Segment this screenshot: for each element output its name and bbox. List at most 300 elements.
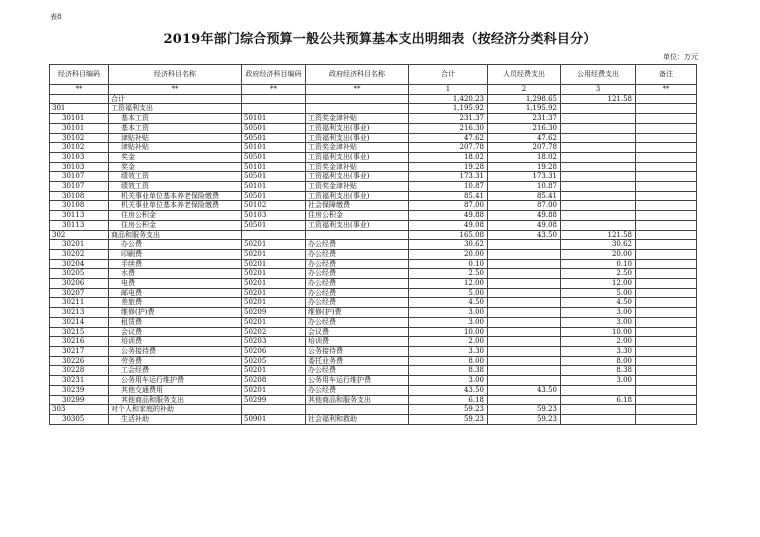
row-total-cell: 0.10 (409, 259, 488, 269)
row-note-cell (636, 317, 697, 327)
row-note-cell (636, 191, 697, 201)
row-code-cell: 30299 (50, 395, 109, 405)
row-public-cell (561, 104, 636, 114)
row-personnel-cell (488, 317, 561, 327)
row-gov-name-cell (306, 405, 409, 415)
row-name-cell: 劳务费 (109, 356, 242, 366)
row-public-cell (561, 211, 636, 221)
row-name-cell: 工会经费 (109, 366, 242, 376)
row-note-cell (636, 395, 697, 405)
row-name-cell: 电费 (109, 279, 242, 289)
row-gov-code-cell: 50201 (242, 298, 306, 308)
row-personnel-cell (488, 259, 561, 269)
row-gov-code-cell: 50201 (242, 366, 306, 376)
row-name-cell: 工资福利支出 (109, 104, 242, 114)
row-public-cell: 4.50 (561, 298, 636, 308)
row-code-cell: 30216 (50, 337, 109, 347)
row-public-cell: 3.30 (561, 346, 636, 356)
row-code-cell: 30217 (50, 346, 109, 356)
table-row (50, 114, 697, 124)
table-row (50, 414, 697, 424)
row-code-cell: 302 (50, 230, 109, 240)
row-gov-name-cell: 委托业务费 (306, 356, 409, 366)
header-cell: 备注 (636, 65, 697, 85)
index-cell: 3 (561, 85, 636, 95)
row-public-cell (561, 123, 636, 133)
row-gov-name-cell (306, 230, 409, 240)
row-name-cell: 邮电费 (109, 288, 242, 298)
index-cell: 2 (488, 85, 561, 95)
row-gov-name-cell: 办公经费 (306, 269, 409, 279)
row-note-cell (636, 327, 697, 337)
table-row (50, 317, 697, 327)
row-name-cell: 绩效工资 (109, 172, 242, 182)
row-note-cell (636, 288, 697, 298)
row-total-cell: 8.00 (409, 356, 488, 366)
row-personnel-cell (488, 376, 561, 386)
table-row (50, 385, 697, 395)
row-name-cell: 商品和服务支出 (109, 230, 242, 240)
row-gov-code-cell: 50501 (242, 133, 306, 143)
row-total-cell: 173.31 (409, 172, 488, 182)
row-personnel-cell (488, 279, 561, 289)
row-note-cell (636, 220, 697, 230)
row-gov-code-cell: 50501 (242, 220, 306, 230)
row-note-cell (636, 172, 697, 182)
row-gov-name-cell: 办公经费 (306, 317, 409, 327)
row-note-cell (636, 337, 697, 347)
row-gov-name-cell: 工资奖金津补贴 (306, 143, 409, 153)
row-note-cell (636, 94, 697, 104)
row-note-cell (636, 414, 697, 424)
row-code-cell: 30101 (50, 114, 109, 124)
page-title: 2019年部门综合预算一般公共预算基本支出明细表（按经济分类科目分） (163, 32, 597, 47)
table-row (50, 269, 697, 279)
row-total-cell: 18.02 (409, 152, 488, 162)
row-public-cell (561, 414, 636, 424)
row-gov-name-cell: 办公经费 (306, 298, 409, 308)
row-public-cell (561, 385, 636, 395)
row-personnel-cell: 1,195.92 (488, 104, 561, 114)
row-public-cell (561, 405, 636, 415)
row-personnel-cell (488, 366, 561, 376)
row-note-cell (636, 279, 697, 289)
row-name-cell: 奖金 (109, 152, 242, 162)
row-name-cell: 公务用车运行维护费 (109, 376, 242, 386)
row-name-cell: 水费 (109, 269, 242, 279)
row-gov-name-cell: 维修(护)费 (306, 308, 409, 318)
row-gov-name-cell: 工资奖金津补贴 (306, 182, 409, 192)
row-personnel-cell: 59.23 (488, 405, 561, 415)
row-personnel-cell (488, 240, 561, 250)
row-total-cell: 3.00 (409, 308, 488, 318)
row-code-cell: 30102 (50, 143, 109, 153)
row-gov-code-cell: 50101 (242, 162, 306, 172)
row-gov-code-cell: 50201 (242, 240, 306, 250)
table-row (50, 308, 697, 318)
row-name-cell: 会议费 (109, 327, 242, 337)
row-gov-name-cell: 工资福利支出(事业) (306, 152, 409, 162)
row-code-cell: 30113 (50, 220, 109, 230)
index-row (50, 85, 697, 95)
row-name-cell: 基本工资 (109, 114, 242, 124)
row-note-cell (636, 259, 697, 269)
row-note-cell (636, 114, 697, 124)
row-code-cell: 30202 (50, 249, 109, 259)
row-name-cell: 维修(护)费 (109, 308, 242, 318)
row-public-cell: 3.00 (561, 308, 636, 318)
row-gov-name-cell (306, 94, 409, 104)
row-code-cell: 30231 (50, 376, 109, 386)
row-total-cell: 216.30 (409, 123, 488, 133)
table-row (50, 327, 697, 337)
row-personnel-cell (488, 395, 561, 405)
row-gov-name-cell: 办公经费 (306, 366, 409, 376)
row-public-cell (561, 152, 636, 162)
row-public-cell: 6.18 (561, 395, 636, 405)
row-total-cell: 4.50 (409, 298, 488, 308)
row-personnel-cell (488, 298, 561, 308)
row-public-cell (561, 220, 636, 230)
header-cell: 人员经费支出 (488, 65, 561, 85)
row-public-cell (561, 133, 636, 143)
row-personnel-cell: 10.87 (488, 182, 561, 192)
row-name-cell: 机关事业单位基本养老保险缴费 (109, 201, 242, 211)
row-code-cell: 30107 (50, 182, 109, 192)
table-row (50, 337, 697, 347)
row-gov-code-cell (242, 104, 306, 114)
row-public-cell: 8.00 (561, 356, 636, 366)
row-personnel-cell: 49.88 (488, 211, 561, 221)
row-gov-name-cell: 办公经费 (306, 259, 409, 269)
row-gov-code-cell: 50101 (242, 143, 306, 153)
row-note-cell (636, 376, 697, 386)
row-personnel-cell: 18.02 (488, 152, 561, 162)
row-note-cell (636, 308, 697, 318)
row-gov-code-cell: 50501 (242, 152, 306, 162)
row-gov-name-cell: 办公经费 (306, 279, 409, 289)
row-gov-code-cell: 50201 (242, 385, 306, 395)
row-code-cell: 30103 (50, 162, 109, 172)
row-code-cell: 30107 (50, 172, 109, 182)
table-row (50, 201, 697, 211)
row-name-cell: 基本工资 (109, 123, 242, 133)
row-name-cell: 津贴补贴 (109, 143, 242, 153)
header-cell: 政府经济科目编码 (242, 65, 306, 85)
row-code-cell: 30206 (50, 279, 109, 289)
row-name-cell: 住房公积金 (109, 220, 242, 230)
row-gov-code-cell: 50501 (242, 172, 306, 182)
row-gov-name-cell: 住房公积金 (306, 211, 409, 221)
row-name-cell: 住房公积金 (109, 211, 242, 221)
row-public-cell (561, 143, 636, 153)
row-gov-name-cell: 办公经费 (306, 240, 409, 250)
row-name-cell: 培训费 (109, 337, 242, 347)
row-gov-name-cell: 公务接待费 (306, 346, 409, 356)
row-public-cell: 0.10 (561, 259, 636, 269)
page-tag: 表8 (50, 13, 62, 21)
row-note-cell (636, 230, 697, 240)
row-total-cell: 3.00 (409, 317, 488, 327)
row-public-cell (561, 182, 636, 192)
table-row (50, 279, 697, 289)
row-note-cell (636, 405, 697, 415)
row-gov-name-cell: 社会保障缴费 (306, 201, 409, 211)
row-public-cell: 3.00 (561, 376, 636, 386)
row-personnel-cell: 207.78 (488, 143, 561, 153)
row-gov-code-cell: 50101 (242, 114, 306, 124)
row-total-cell: 59.23 (409, 405, 488, 415)
row-code-cell: 30205 (50, 269, 109, 279)
header-cell: 公用经费支出 (561, 65, 636, 85)
row-gov-name-cell: 其他商品和服务支出 (306, 395, 409, 405)
table-row (50, 133, 697, 143)
row-total-cell: 49.08 (409, 220, 488, 230)
table-row (50, 259, 697, 269)
row-gov-name-cell: 公务用车运行维护费 (306, 376, 409, 386)
row-total-cell: 3.00 (409, 376, 488, 386)
table-row (50, 356, 697, 366)
row-code-cell: 30113 (50, 211, 109, 221)
table-row (50, 240, 697, 250)
row-total-cell: 43.50 (409, 385, 488, 395)
row-total-cell: 85.41 (409, 191, 488, 201)
row-gov-name-cell: 工资福利支出(事业) (306, 220, 409, 230)
table-row (50, 123, 697, 133)
row-total-cell: 30.62 (409, 240, 488, 250)
row-gov-code-cell (242, 94, 306, 104)
row-public-cell: 10.00 (561, 327, 636, 337)
table-row (50, 288, 697, 298)
index-cell: ** (50, 85, 109, 95)
row-note-cell (636, 143, 697, 153)
row-total-cell: 12.00 (409, 279, 488, 289)
table-row (50, 346, 697, 356)
row-note-cell (636, 356, 697, 366)
table-row (50, 405, 697, 415)
row-total-cell: 165.08 (409, 230, 488, 240)
row-personnel-cell (488, 249, 561, 259)
expenditure-table (49, 64, 697, 425)
row-gov-name-cell: 会议费 (306, 327, 409, 337)
row-public-cell: 12.00 (561, 279, 636, 289)
row-public-cell: 2.50 (561, 269, 636, 279)
row-note-cell (636, 133, 697, 143)
row-gov-code-cell (242, 405, 306, 415)
row-gov-code-cell: 50201 (242, 269, 306, 279)
row-code-cell: 30211 (50, 298, 109, 308)
row-gov-code-cell: 50102 (242, 201, 306, 211)
index-cell: ** (306, 85, 409, 95)
row-name-cell: 机关事业单位基本养老保险缴费 (109, 191, 242, 201)
row-name-cell: 生活补助 (109, 414, 242, 424)
row-personnel-cell: 231.37 (488, 114, 561, 124)
row-gov-code-cell: 50205 (242, 356, 306, 366)
row-code-cell: 303 (50, 405, 109, 415)
row-gov-name-cell: 工资奖金津补贴 (306, 162, 409, 172)
index-cell: ** (242, 85, 306, 95)
row-personnel-cell: 173.31 (488, 172, 561, 182)
row-name-cell: 对个人和家庭的补助 (109, 405, 242, 415)
header-cell: 合计 (409, 65, 488, 85)
row-gov-code-cell: 50103 (242, 211, 306, 221)
table-row (50, 249, 697, 259)
row-note-cell (636, 152, 697, 162)
row-gov-code-cell: 50201 (242, 249, 306, 259)
row-public-cell: 2.00 (561, 337, 636, 347)
row-note-cell (636, 346, 697, 356)
row-personnel-cell (488, 337, 561, 347)
row-gov-name-cell: 工资福利支出(事业) (306, 133, 409, 143)
row-total-cell: 3.30 (409, 346, 488, 356)
row-gov-name-cell: 社会福利和救助 (306, 414, 409, 424)
row-public-cell: 5.00 (561, 288, 636, 298)
row-total-cell: 6.18 (409, 395, 488, 405)
row-name-cell: 其他交通费用 (109, 385, 242, 395)
row-code-cell: 30101 (50, 123, 109, 133)
index-cell: ** (636, 85, 697, 95)
row-personnel-cell (488, 327, 561, 337)
row-code-cell: 30201 (50, 240, 109, 250)
row-total-cell: 1,195.92 (409, 104, 488, 114)
table-row (50, 182, 697, 192)
row-public-cell: 20.00 (561, 249, 636, 259)
row-code-cell: 30305 (50, 414, 109, 424)
row-code-cell: 30226 (50, 356, 109, 366)
row-name-cell: 津贴补贴 (109, 133, 242, 143)
row-public-cell: 8.38 (561, 366, 636, 376)
row-total-cell: 47.62 (409, 133, 488, 143)
row-gov-name-cell: 工资福利支出(事业) (306, 191, 409, 201)
row-code-cell: 30102 (50, 133, 109, 143)
table-row (50, 172, 697, 182)
unit-label: 单位：万元 (663, 53, 698, 61)
row-gov-name-cell: 办公经费 (306, 385, 409, 395)
table-row (50, 104, 697, 114)
index-cell: 1 (409, 85, 488, 95)
row-code-cell: 30214 (50, 317, 109, 327)
row-total-cell: 207.78 (409, 143, 488, 153)
header-cell: 政府经济科目名称 (306, 65, 409, 85)
header-cell: 经济科目编码 (50, 65, 109, 85)
row-personnel-cell (488, 346, 561, 356)
row-code-cell: 30213 (50, 308, 109, 318)
row-total-cell: 8.38 (409, 366, 488, 376)
row-name-cell: 合计 (109, 94, 242, 104)
row-total-cell: 2.50 (409, 269, 488, 279)
row-total-cell: 231.37 (409, 114, 488, 124)
row-gov-code-cell: 50209 (242, 308, 306, 318)
row-public-cell (561, 191, 636, 201)
row-public-cell (561, 114, 636, 124)
header-row (50, 65, 697, 85)
table-row (50, 191, 697, 201)
row-public-cell (561, 201, 636, 211)
row-note-cell (636, 249, 697, 259)
row-note-cell (636, 211, 697, 221)
row-note-cell (636, 162, 697, 172)
row-code-cell: 30108 (50, 191, 109, 201)
header-cell: 经济科目名称 (109, 65, 242, 85)
table-row (50, 143, 697, 153)
row-gov-name-cell: 办公经费 (306, 288, 409, 298)
row-note-cell (636, 240, 697, 250)
row-name-cell: 印刷费 (109, 249, 242, 259)
row-personnel-cell: 19.28 (488, 162, 561, 172)
row-gov-code-cell: 50202 (242, 327, 306, 337)
row-gov-code-cell: 50206 (242, 346, 306, 356)
row-personnel-cell (488, 356, 561, 366)
row-gov-name-cell: 工资奖金津补贴 (306, 114, 409, 124)
row-code-cell: 30108 (50, 201, 109, 211)
row-total-cell: 10.87 (409, 182, 488, 192)
row-total-cell: 2.00 (409, 337, 488, 347)
row-personnel-cell: 43.50 (488, 230, 561, 240)
row-public-cell: 3.00 (561, 317, 636, 327)
row-gov-code-cell (242, 230, 306, 240)
row-name-cell: 手续费 (109, 259, 242, 269)
table-row (50, 94, 697, 104)
row-public-cell: 121.58 (561, 230, 636, 240)
row-gov-code-cell: 50201 (242, 279, 306, 289)
row-personnel-cell: 47.62 (488, 133, 561, 143)
row-note-cell (636, 298, 697, 308)
row-code-cell: 30215 (50, 327, 109, 337)
table-row (50, 298, 697, 308)
row-gov-name-cell: 工资福利支出(事业) (306, 123, 409, 133)
table-row (50, 366, 697, 376)
table-row (50, 376, 697, 386)
row-name-cell: 其他商品和服务支出 (109, 395, 242, 405)
table-row (50, 230, 697, 240)
row-code-cell: 30228 (50, 366, 109, 376)
row-personnel-cell: 87.00 (488, 201, 561, 211)
row-gov-code-cell: 50901 (242, 414, 306, 424)
row-code-cell: 30204 (50, 259, 109, 269)
row-gov-code-cell: 50201 (242, 317, 306, 327)
row-code-cell (50, 94, 109, 104)
row-personnel-cell: 1,298.65 (488, 94, 561, 104)
row-gov-name-cell (306, 104, 409, 114)
row-gov-code-cell: 50201 (242, 288, 306, 298)
row-note-cell (636, 269, 697, 279)
row-public-cell (561, 172, 636, 182)
row-note-cell (636, 123, 697, 133)
row-public-cell (561, 162, 636, 172)
table-row (50, 220, 697, 230)
row-personnel-cell: 85.41 (488, 191, 561, 201)
index-cell: ** (109, 85, 242, 95)
row-gov-code-cell: 50201 (242, 259, 306, 269)
row-total-cell: 19.28 (409, 162, 488, 172)
table-row (50, 211, 697, 221)
row-gov-name-cell: 办公经费 (306, 249, 409, 259)
row-total-cell: 10.00 (409, 327, 488, 337)
row-personnel-cell: 59.23 (488, 414, 561, 424)
row-name-cell: 租赁费 (109, 317, 242, 327)
row-public-cell: 121.58 (561, 94, 636, 104)
row-total-cell: 20.00 (409, 249, 488, 259)
row-note-cell (636, 182, 697, 192)
row-gov-code-cell: 50501 (242, 123, 306, 133)
row-gov-code-cell: 50208 (242, 376, 306, 386)
row-total-cell: 1,420.23 (409, 94, 488, 104)
row-name-cell: 办公费 (109, 240, 242, 250)
row-gov-name-cell: 工资福利支出(事业) (306, 172, 409, 182)
row-total-cell: 87.00 (409, 201, 488, 211)
row-total-cell: 49.88 (409, 211, 488, 221)
row-name-cell: 公务接待费 (109, 346, 242, 356)
